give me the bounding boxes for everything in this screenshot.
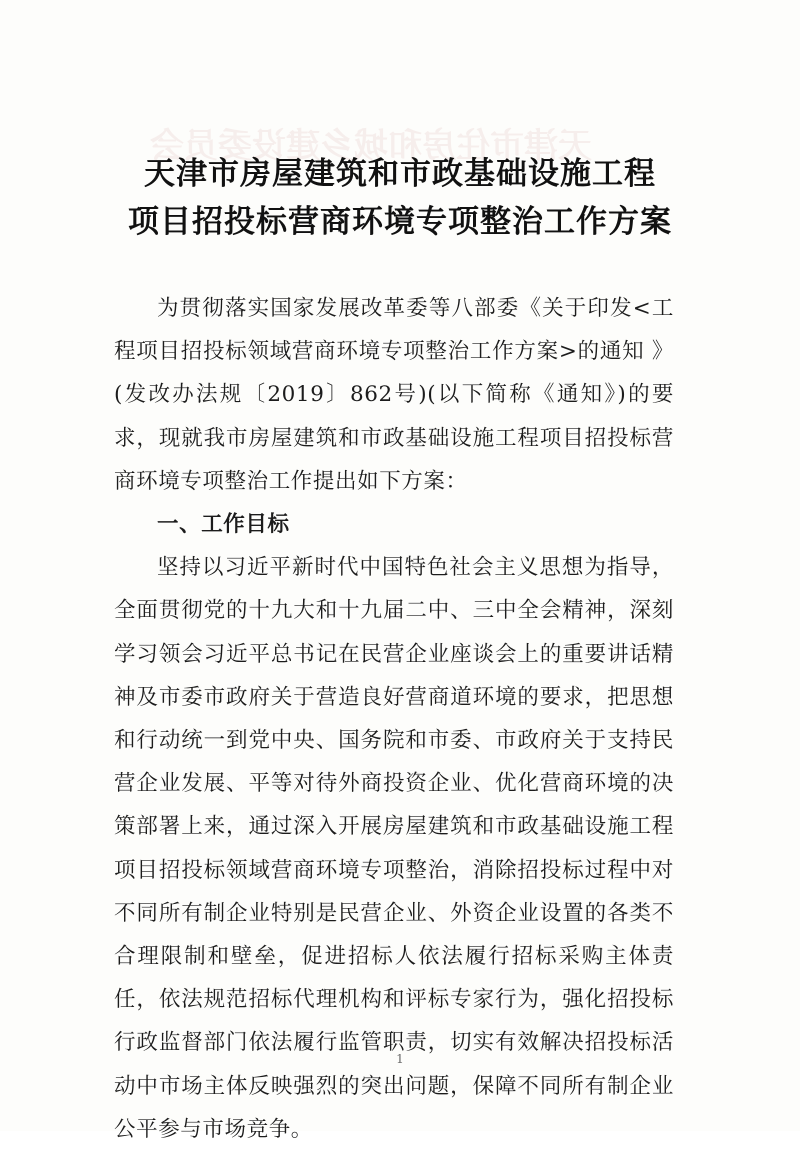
- title-line-1: 天津市房屋建筑和市政基础设施工程: [144, 156, 656, 192]
- document-title: [0, 150, 800, 246]
- page-number: 1: [396, 1052, 404, 1066]
- intro-paragraph: 为贯彻落实国家发展改革委等八部委《关于印发<工程项目招投标领域营商环境专项整治工作方案>的通知 》(发改办法规〔2019〕862号)(以下简称《通知》)的要求，现就我市房屋建筑和市政基础设施工程项目招投标营商环境专项整治工作提出如下方案：: [114, 296, 674, 494]
- title-line-2: 项目招投标营商环境专项整治工作方案: [128, 204, 672, 240]
- reverse-side-bleed: 天津市住房和城乡建设委员会: [150, 126, 592, 166]
- section-paragraph: 坚持以习近平新时代中国特色社会主义思想为指导，全面贯彻党的十九大和十九届二中、三中全会精神，深刻学习领会习近平总书记在民营企业座谈会上的重要讲话精神及市委市政府关于营造良好营商道环境的要求，把思想和行动统一到党中央、国务院和市委、市政府关于支持民营企业发展、平等对待外商投资企业、优化营商环境的决策部署上来，通过深入开展房屋建筑和市政基础设施工程项目招投标领域营商环境专项整治，消除招投标过程中对不同所有制企业特别是民营企业、外资企业设置的各类不合理限制和壁垒，促进招标人依法履行招标采购主体责任，依法规范招标代理机构和评标专家行为，强化招投标行政监督部门依法履行监管职责，切实有效解决招投标活动中市场主体反映强烈的突出问题，保障不同所有制企业公平参与市场竞争。: [114, 555, 674, 1142]
- document-body: [114, 287, 674, 1151]
- section-heading: 一、工作目标: [157, 512, 290, 538]
